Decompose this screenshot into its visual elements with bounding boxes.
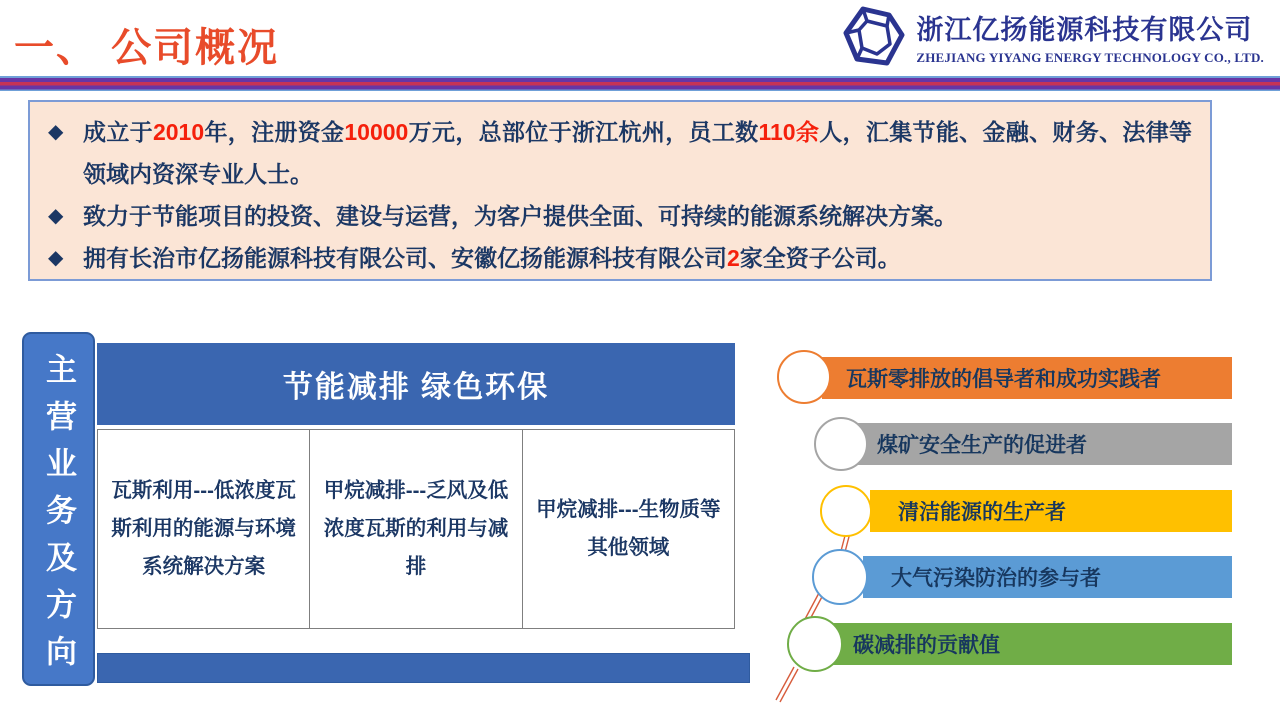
role-bar-3 xyxy=(870,490,1232,532)
page-title: 一、 公司概况 xyxy=(14,26,280,70)
role-bar-2 xyxy=(847,423,1232,465)
bullet-text: 成立于 xyxy=(83,119,153,145)
business-table xyxy=(97,429,735,629)
business-cell-3: 甲烷减排---生物质等其他领域 xyxy=(536,498,721,559)
bullet-text: 人，汇集节能、金融、财务、法律等领域内资深专业人士。 xyxy=(83,119,1193,187)
company-logo-icon xyxy=(840,6,908,68)
business-side-label-text: 主营业务及方向 xyxy=(41,352,76,682)
roles-list xyxy=(770,345,1250,715)
bullet-text: 万元，总部位于浙江杭州，员工数 xyxy=(408,119,759,145)
role-bar-1 xyxy=(822,357,1232,399)
bullet-text: 年，注册资金 xyxy=(204,119,345,145)
overview-bullet-1 xyxy=(44,111,1192,195)
role-bar-4 xyxy=(863,556,1232,598)
role-marker-circle-5 xyxy=(787,616,843,672)
bullet-text: 家全资子公司。 xyxy=(739,245,901,271)
business-cell-2: 甲烷减排---乏风及低浓度瓦斯的利用与减排 xyxy=(310,430,522,628)
highlighted-figure: 10000 xyxy=(344,119,409,145)
company-name-en: ZHEJIANG YIYANG ENERGY TECHNOLOGY CO., LTD. xyxy=(916,50,1264,65)
bullet-diamond-icon: ◆ xyxy=(48,205,64,227)
role-marker-circle-3 xyxy=(820,485,872,537)
role-label: 煤矿安全生产的促进者 xyxy=(877,434,1087,457)
role-label: 清洁能源的生产者 xyxy=(898,501,1066,524)
company-brand xyxy=(840,6,1264,68)
overview-bullet-2 xyxy=(44,195,1192,237)
overview-bullet-3 xyxy=(44,237,1192,279)
business-cell-1: 瓦斯利用---低浓度瓦斯利用的能源与环境系统解决方案 xyxy=(98,430,310,628)
role-marker-circle-2 xyxy=(814,417,868,471)
role-bar-5 xyxy=(827,623,1232,665)
company-overview-box xyxy=(28,100,1212,281)
business-table-header: 节能减排 绿色环保 xyxy=(97,343,735,425)
role-label: 瓦斯零排放的倡导者和成功实践者 xyxy=(846,368,1161,391)
title-divider xyxy=(0,76,1280,91)
role-label: 大气污染防治的参与者 xyxy=(891,567,1101,590)
bullet-text: 致力于节能项目的投资、建设与运营，为客户提供全面、可持续的能源系统解决方案。 xyxy=(83,203,957,229)
highlighted-figure: 2 xyxy=(727,245,740,271)
role-label: 碳减排的贡献值 xyxy=(853,634,1000,657)
company-name-cn: 浙江亿扬能源科技有限公司 xyxy=(916,15,1253,45)
highlighted-figure: 2010 xyxy=(152,119,205,145)
business-table-footer-bar xyxy=(97,653,750,683)
bullet-text: 拥有长治市亿扬能源科技有限公司、安徽亿扬能源科技有限公司 xyxy=(83,245,727,271)
bullet-diamond-icon: ◆ xyxy=(48,247,64,269)
role-marker-circle-1 xyxy=(777,350,831,404)
highlighted-figure: 110余 xyxy=(758,119,820,145)
business-side-label xyxy=(22,332,95,686)
role-marker-circle-4 xyxy=(812,549,868,605)
company-name-block xyxy=(916,8,1264,66)
bullet-diamond-icon: ◆ xyxy=(48,121,64,143)
